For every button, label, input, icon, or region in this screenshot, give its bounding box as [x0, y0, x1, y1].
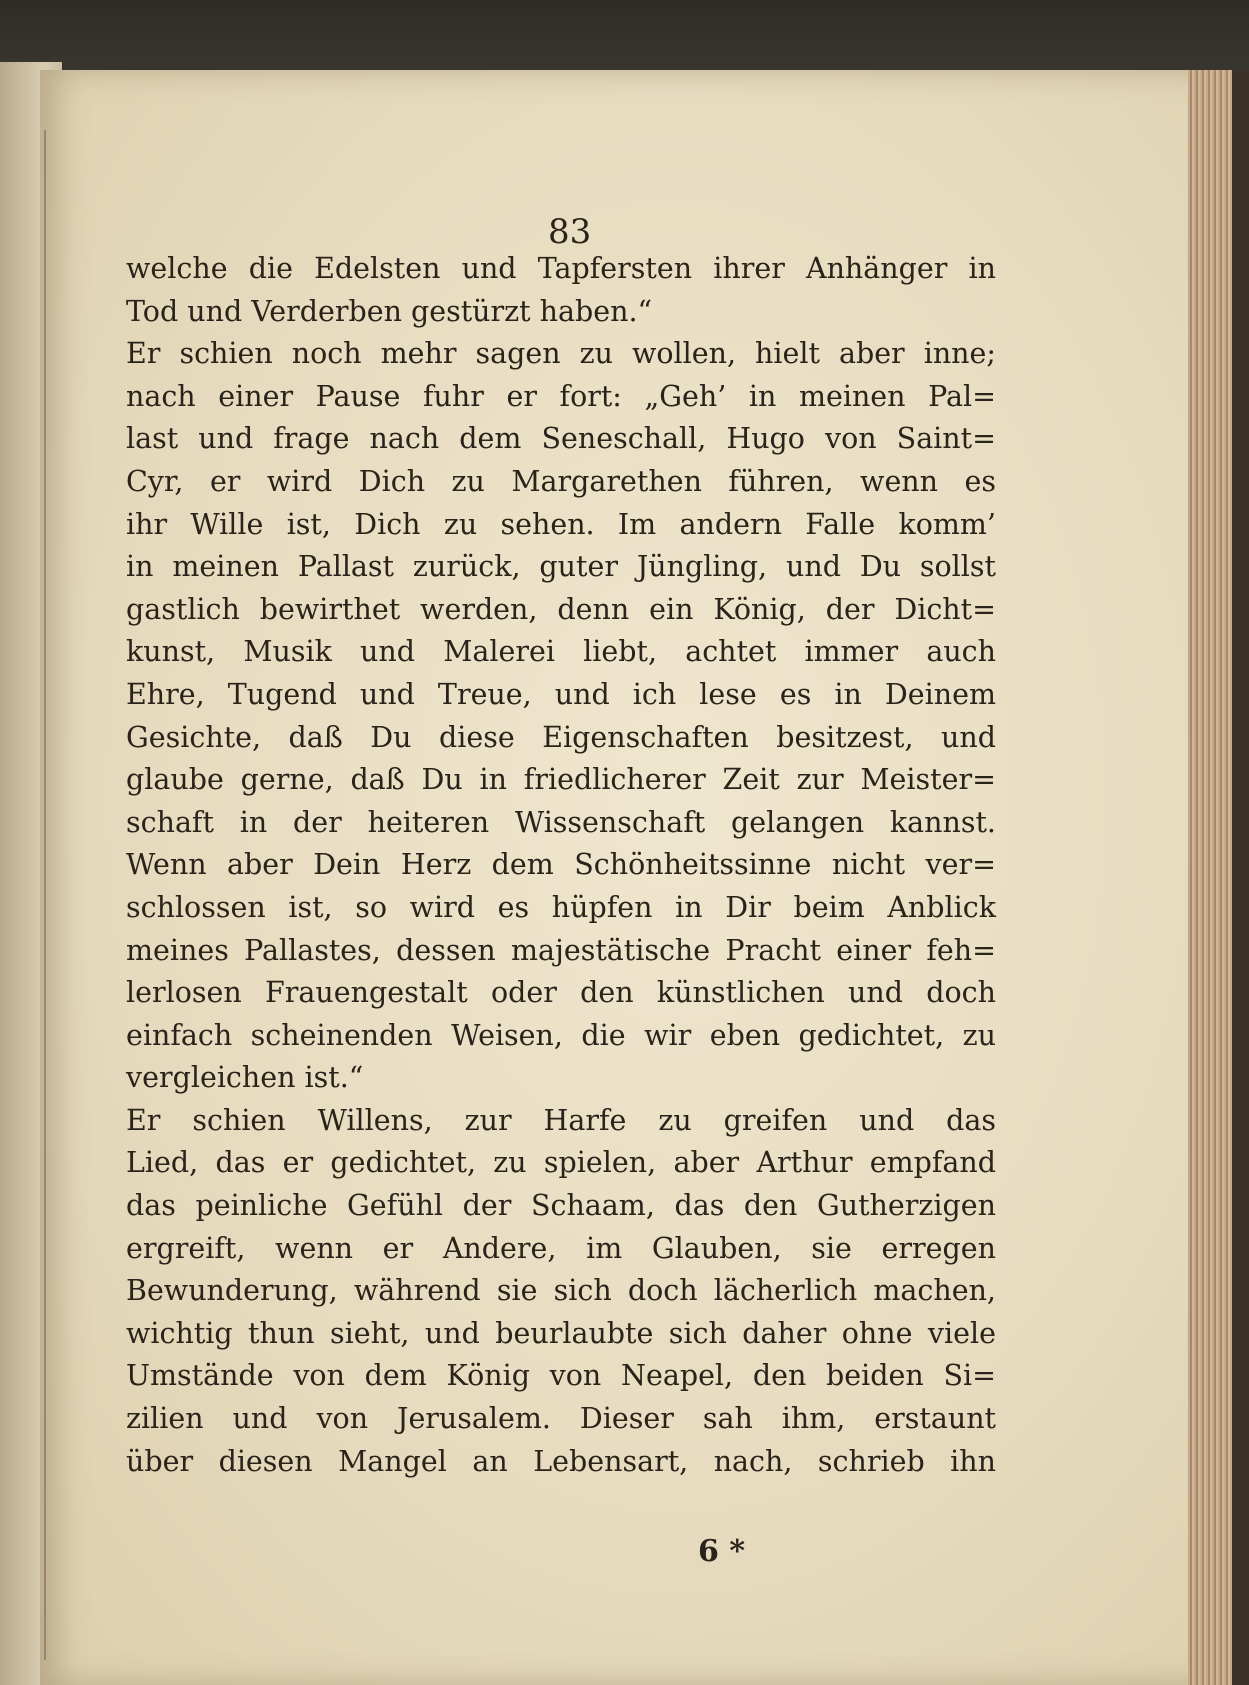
text-line: gastlich bewirthet werden, denn ein König, der Dicht= [126, 592, 996, 626]
text-line: Umstände von dem König von Neapel, den beiden Si= [126, 1359, 996, 1393]
text-line: einfach scheinenden Weisen, die wir eben gedichtet, zu [126, 1018, 996, 1052]
text-line: Cyr, er wird Dich zu Margarethen führen, wenn es [126, 464, 996, 498]
text-line: Gesichte, daß Du diese Eigenschaften besitzest, und [126, 720, 996, 754]
text-line: ihr Wille ist, Dich zu sehen. Im andern Falle komm’ [126, 507, 996, 541]
text-line: meines Pallastes, dessen majestätische Pracht einer feh= [126, 933, 996, 967]
text-line: Ehre, Tugend und Treue, und ich lese es in Deinem [126, 677, 996, 711]
text-line: lerlosen Frauengestalt oder den künstlichen und doch [126, 976, 996, 1010]
text-line: nach einer Pause fuhr er fort: „Geh’ in meinen Pal= [126, 379, 996, 413]
text-line: zilien und von Jerusalem. Dieser sah ihm, erstaunt [126, 1402, 996, 1436]
text-line: vergleichen ist.“ [126, 1061, 364, 1095]
text-line: Bewunderung, während sie sich doch lächerlich machen, [126, 1274, 996, 1308]
text-line: welche die Edelsten und Tapfersten ihrer Anhänger in [126, 252, 996, 285]
gutter-line [44, 130, 46, 1660]
text-line: schlossen ist, so wird es hüpfen in Dir beim Anblick [126, 890, 996, 924]
text-line: über diesen Mangel an Lebensart, nach, schrieb ihn [126, 1444, 996, 1478]
text-line: kunst, Musik und Malerei liebt, achtet immer auch [126, 635, 996, 669]
text-line: last und frage nach dem Seneschall, Hugo von Saint= [126, 422, 996, 456]
text-line: ergreift, wenn er Andere, im Glauben, sie erregen [126, 1231, 996, 1265]
text-line: Er schien noch mehr sagen zu wollen, hielt aber inne; [126, 337, 996, 371]
text-line: Tod und Verderben gestürzt haben.“ [126, 294, 653, 328]
page-fore-edge [1188, 70, 1249, 1685]
text-line: in meinen Pallast zurück, guter Jüngling, und Du sollst [126, 550, 996, 584]
signature-mark: 6 * [698, 1534, 746, 1569]
text-line: Wenn aber Dein Herz dem Schönheitssinne nicht ver= [126, 848, 996, 882]
scan-background [0, 0, 1249, 78]
text-line: schaft in der heiteren Wissenschaft gelangen kannst. [126, 805, 996, 839]
text-line: glaube gerne, daß Du in friedlicherer Zeit zur Meister= [126, 763, 996, 797]
text-line: wichtig thun sieht, und beurlaubte sich daher ohne viele [126, 1316, 996, 1350]
body-text [126, 248, 996, 1483]
text-line: Er schien Willens, zur Harfe zu greifen und das [126, 1103, 996, 1137]
text-line: das peinliche Gefühl der Schaam, das den Gutherzigen [126, 1189, 996, 1223]
page-number: 83 [548, 212, 592, 252]
text-line: Lied, das er gedichtet, zu spielen, aber Arthur empfand [126, 1146, 996, 1180]
